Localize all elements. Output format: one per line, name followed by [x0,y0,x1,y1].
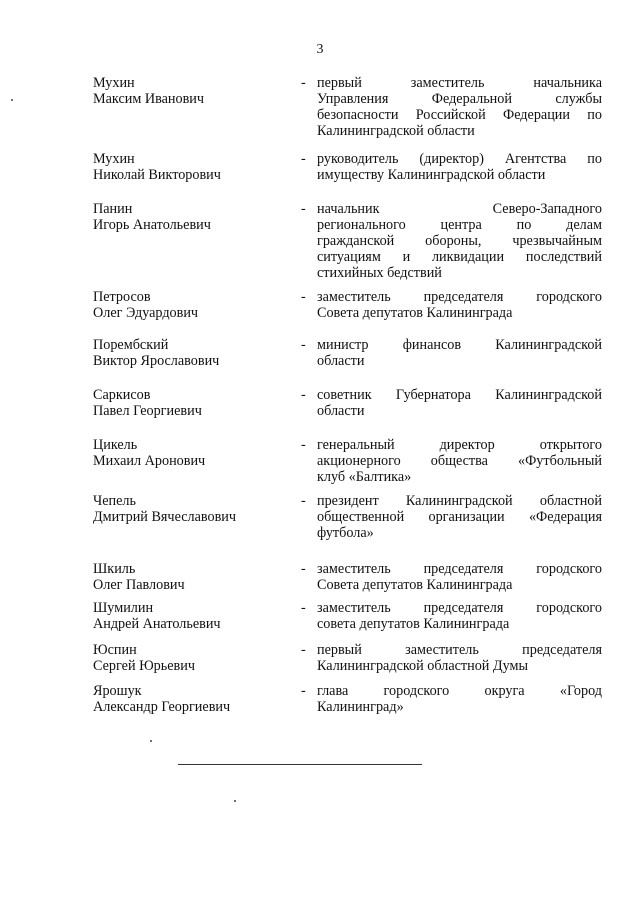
member-name [93,437,293,469]
member-given-names: Павел Георгиевич [93,403,202,419]
separator-dash: - [301,151,306,167]
position-line: Совета депутатов Калининграда [317,577,513,593]
member-position [317,683,602,715]
member-position [317,151,602,183]
separator-dash: - [301,387,306,403]
member-name [93,151,293,183]
separator-dash: - [301,75,306,91]
member-name [93,337,293,369]
member-name [93,75,293,107]
position-line: области [317,403,365,419]
position-line: Управления Федеральной службы [317,91,602,107]
member-position [317,561,602,593]
position-line: заместитель председателя городского [317,289,602,305]
position-line: акционерного общества «Футбольный [317,453,602,469]
member-given-names: Дмитрий Вячеславович [93,509,237,525]
position-line: министр финансов Калининградской [317,337,602,353]
member-surname: Чепель [93,493,136,509]
position-line: первый заместитель начальника [317,75,602,91]
separator-dash: - [301,437,306,453]
separator-dash: - [301,561,306,577]
member-given-names: Андрей Анатольевич [93,616,221,632]
member-position [317,201,602,281]
position-line: общественной организации «Федерация [317,509,602,525]
member-name [93,642,293,674]
position-line: руководитель (директор) Агентства по [317,151,602,167]
separator-dash: - [301,201,306,217]
position-line: ситуациям и ликвидации последствий [317,249,602,265]
position-line: совета депутатов Калининграда [317,616,510,632]
member-given-names: Виктор Ярославович [93,353,220,369]
member-surname: Панин [93,201,133,217]
member-surname: Мухин [93,151,135,167]
position-line: имуществу Калининградской области [317,167,546,183]
member-surname: Юспин [93,642,137,658]
separator-dash: - [301,642,306,658]
position-line: области [317,353,365,369]
scan-speck [11,99,13,101]
end-rule [178,764,422,765]
member-given-names: Олег Павлович [93,577,185,593]
separator-dash: - [301,289,306,305]
member-surname: Порембский [93,337,169,353]
separator-dash: - [301,337,306,353]
position-line: клуб «Балтика» [317,469,412,485]
separator-dash: - [301,683,306,699]
member-position [317,437,602,485]
member-position [317,493,602,541]
member-name [93,493,293,525]
position-line: начальник Северо-Западного [317,201,602,217]
member-name [93,600,293,632]
position-line: первый заместитель председателя [317,642,602,658]
page-number: 3 [316,42,324,57]
separator-dash: - [301,600,306,616]
member-surname: Ярошук [93,683,142,699]
member-position [317,642,602,674]
member-position [317,337,602,369]
separator-dash: - [301,493,306,509]
member-name [93,387,293,419]
position-line: Калининградской области [317,123,475,139]
position-line: Калининград» [317,699,404,715]
member-given-names: Михаил Аронович [93,453,206,469]
position-line: футбола» [317,525,374,541]
member-name [93,561,293,593]
position-line: Совета депутатов Калининграда [317,305,513,321]
member-given-names: Игорь Анатольевич [93,217,211,233]
position-line: Калининградской областной Думы [317,658,529,674]
member-given-names: Николай Викторович [93,167,221,183]
member-name [93,683,293,715]
position-line: гражданской обороны, чрезвычайным [317,233,602,249]
member-given-names: Максим Иванович [93,91,205,107]
member-name [93,201,293,233]
position-line: безопасности Российской Федерации по [317,107,602,123]
member-given-names: Олег Эдуардович [93,305,199,321]
member-surname: Цикель [93,437,138,453]
member-name [93,289,293,321]
member-surname: Шумилин [93,600,154,616]
position-line: заместитель председателя городского [317,600,602,616]
member-surname: Саркисов [93,387,151,403]
member-surname: Шкиль [93,561,136,577]
position-line: заместитель председателя городского [317,561,602,577]
position-line: глава городского округа «Город [317,683,602,699]
member-position [317,600,602,632]
scan-speck [150,740,152,742]
member-position [317,75,602,139]
position-line: регионального центра по делам [317,217,602,233]
position-line: президент Калининградской областной [317,493,602,509]
member-given-names: Сергей Юрьевич [93,658,195,674]
position-line: генеральный директор открытого [317,437,602,453]
member-given-names: Александр Георгиевич [93,699,231,715]
position-line: советник Губернатора Калининградской [317,387,602,403]
member-position [317,387,602,419]
scan-speck [234,800,236,802]
member-surname: Мухин [93,75,135,91]
position-line: стихийных бедствий [317,265,442,281]
member-surname: Петросов [93,289,151,305]
member-position [317,289,602,321]
